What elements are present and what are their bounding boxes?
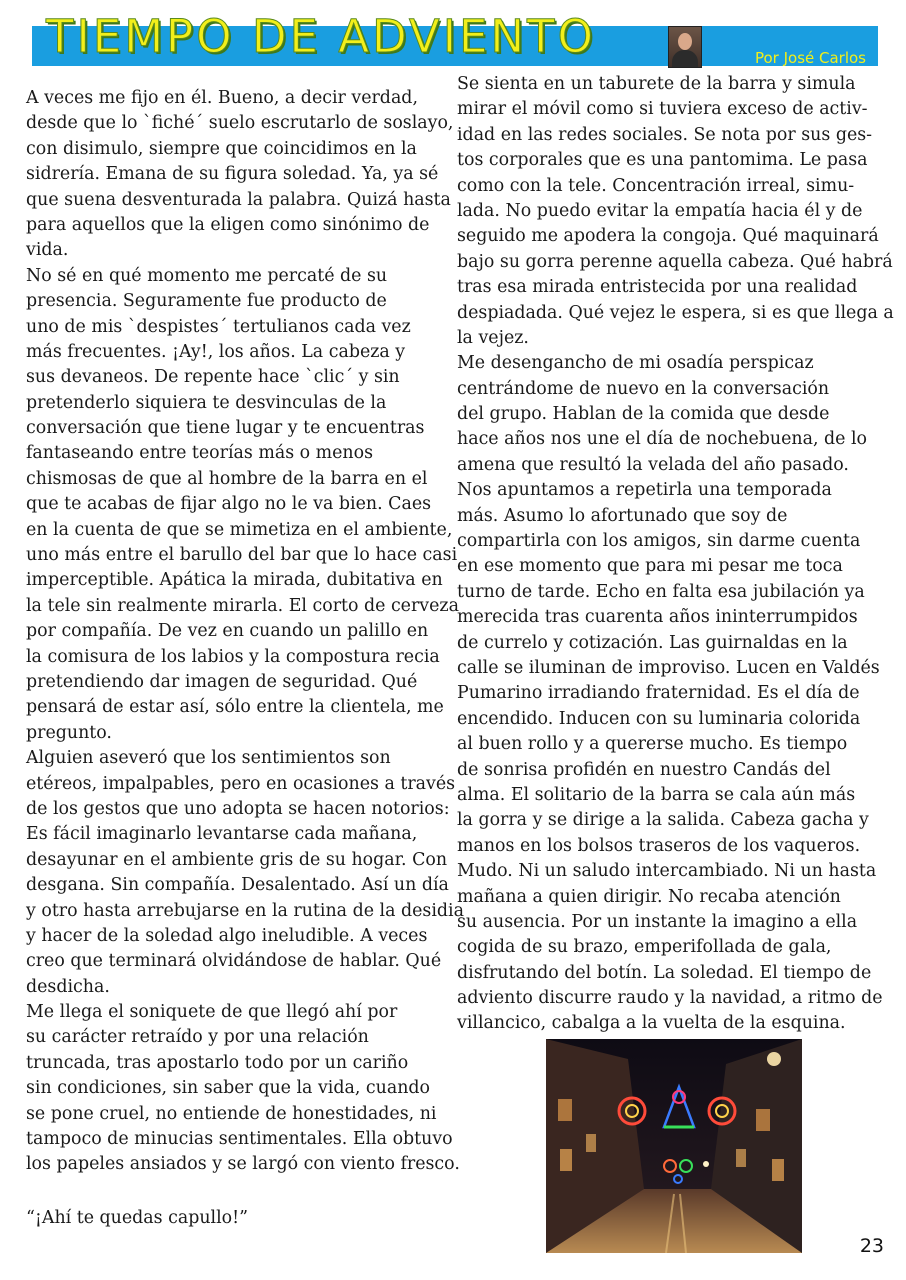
text-line: al buen rollo y a quererse mucho. Es tiempo (457, 734, 848, 755)
text-line: como con la tele. Concentración irreal, simu- (457, 175, 855, 196)
author-face (678, 33, 692, 50)
text-line: mirar el móvil como si tuviera exceso de activ- (457, 99, 868, 120)
text-line: No sé en qué momento me percaté de su (26, 265, 388, 286)
text-line: sin condiciones, sin saber que la vida, cuando (26, 1078, 431, 1099)
text-line: despiadada. Qué vejez le espera, si es que llega a (457, 302, 894, 323)
text-line: centrándome de nuevo en la conversación (457, 378, 830, 399)
author-torso (672, 50, 698, 68)
text-line: Se sienta en un taburete de la barra y simula (457, 74, 856, 94)
text-line: amena que resultó la velada del año pasado. (457, 454, 849, 475)
text-line: seguido me apodera la congoja. Qué maquinará (457, 226, 879, 247)
text-line: encendido. Inducen con su luminaria colorida (457, 708, 861, 729)
text-line: Nos apuntamos a repetirla una temporada (457, 480, 832, 501)
text-line: se pone cruel, no entiende de honestidades, ni (26, 1103, 437, 1124)
text-line: A veces me fijo en él. Bueno, a decir verdad, (26, 88, 418, 108)
text-line: tampoco de minucias sentimentales. Ella obtuvo (26, 1129, 453, 1150)
text-line: pretendiendo dar imagen de seguridad. Qué (26, 671, 418, 692)
text-line: la vejez. (457, 327, 529, 348)
text-line: con disimulo, siempre que coincidimos en la (26, 138, 417, 159)
text-line: pregunto. (26, 722, 112, 743)
text-line: manos en los bolsos traseros de los vaqueros. (457, 835, 861, 856)
text-line: más. Asumo lo afortunado que soy de (457, 505, 788, 526)
text-line: compartirla con los amigos, sin darme cuenta (457, 531, 861, 552)
text-line: mañana a quien dirigir. No recaba atención (457, 886, 841, 907)
page-number: 23 (859, 1235, 884, 1257)
text-line: pretenderlo siquiera te desvinculas de la (26, 392, 387, 413)
street-photo-graphic (546, 1039, 802, 1253)
text-line: presencia. Seguramente fue producto de (26, 291, 387, 312)
text-line: adviento discurre raudo y la navidad, a ritmo de (457, 988, 883, 1009)
text-line: desde que lo `fiché´ suelo escrutarlo de soslayo, (26, 113, 454, 134)
text-line: Mudo. Ni un saludo intercambiado. Ni un hasta (457, 861, 877, 882)
text-line: truncada, tras apostarlo todo por un cariño (26, 1052, 409, 1073)
text-line: imperceptible. Apática la mirada, dubitativa en (26, 570, 443, 591)
text-line: que suena desventurada la palabra. Quizá hasta (26, 189, 451, 210)
text-line: villancico, cabalga a la vuelta de la esquina. (457, 1013, 846, 1034)
text-line: sidrería. Emana de su figura soledad. Ya, ya sé (26, 164, 439, 185)
text-line: de sonrisa profidén en nuestro Candás del (457, 759, 831, 780)
author-photo (668, 26, 702, 68)
text-line: merecida tras cuarenta años ininterrumpidos (457, 607, 858, 628)
text-line: calle se iluminan de improviso. Lucen en Valdés (457, 657, 880, 678)
text-line: idad en las redes sociales. Se nota por sus ges- (457, 124, 873, 145)
text-line: su ausencia. Por un instante la imagino a ella (457, 911, 858, 932)
text-line: su carácter retraído y por una relación (26, 1027, 369, 1048)
text-line: vida. (26, 240, 69, 261)
text-line: etéreos, impalpables, pero en ocasiones a través (26, 773, 456, 794)
text-line: lada. No puedo evitar la empatía hacia él y de (457, 200, 863, 221)
text-line: uno de mis `despistes´ tertulianos cada vez (26, 316, 411, 337)
text-line: Me llega el soniquete de que llegó ahí por (26, 1002, 398, 1023)
text-line: bajo su gorra perenne aquella cabeza. Qué habrá (457, 251, 893, 272)
text-line: alma. El solitario de la barra se cala aún más (457, 784, 856, 805)
text-line: Alguien aseveró que los sentimientos son (26, 748, 391, 769)
text-line: conversación que tiene lugar y te encuentras (26, 418, 425, 439)
text-line: los papeles ansiados y se largó con viento fresco. (26, 1154, 460, 1175)
text-line: y hacer de la soledad algo ineludible. A veces (26, 925, 428, 946)
text-line: cogida de su brazo, emperifollada de gala, (457, 937, 832, 958)
text-line: Pumarino irradiando fraternidad. Es el día de (457, 683, 860, 704)
text-line: chismosas de que al hombre de la barra en el (26, 468, 428, 489)
text-line: tras esa mirada entristecida por una realidad (457, 277, 858, 298)
article-left-column (26, 86, 464, 1178)
text-line: Me desengancho de mi osadía perspicaz (457, 353, 814, 374)
text-line: uno más entre el barullo del bar que lo hace casi (26, 545, 458, 566)
text-line: desdicha. (26, 976, 110, 997)
text-line: la tele sin realmente mirarla. El corto de cerveza (26, 595, 459, 616)
text-line: por compañía. De vez en cuando un palillo en (26, 621, 429, 642)
text-line: que te acabas de fijar algo no le va bien. Caes (26, 494, 432, 515)
christmas-lights-street-photo (546, 1039, 802, 1253)
text-line: Es fácil imaginarlo levantarse cada mañana, (26, 824, 418, 845)
text-line: la gorra y se dirige a la salida. Cabeza gacha y (457, 810, 869, 831)
text-line: para aquellos que la eligen como sinónimo de (26, 214, 430, 235)
text-line: de currelo y cotización. Las guirnaldas en la (457, 632, 848, 653)
text-line: en ese momento que para mi pesar me toca (457, 556, 843, 577)
text-line: en la cuenta de que se mimetiza en el ambiente, (26, 519, 453, 540)
article-right-column (457, 72, 894, 1037)
text-line: más frecuentes. ¡Ay!, los años. La cabeza y (26, 341, 406, 362)
text-line: del grupo. Hablan de la comida que desde (457, 404, 830, 425)
text-line: fantaseando entre teorías más o menos (26, 443, 374, 464)
page-title: TIEMPO DE ADVIENTO (46, 10, 596, 63)
text-line: y otro hasta arrebujarse en la rutina de la desidia (26, 900, 464, 921)
byline: Por José Carlos (754, 49, 866, 67)
text-line: turno de tarde. Echo en falta esa jubilación ya (457, 581, 865, 602)
closing-quote: “¡Ahí te quedas capullo!” (26, 1208, 249, 1228)
text-line: de los gestos que uno adopta se hacen notorios: (26, 798, 450, 819)
text-line: desayunar en el ambiente gris de su hogar. Con (26, 849, 448, 870)
text-line: creo que terminará olvidándose de hablar. Qué (26, 951, 442, 972)
text-line: tos corporales que es una pantomima. Le pasa (457, 150, 868, 171)
text-line: hace años nos une el día de nochebuena, de lo (457, 429, 868, 450)
text-line: la comisura de los labios y la compostura recia (26, 646, 440, 667)
text-line: desgana. Sin compañía. Desalentado. Así un día (26, 875, 449, 896)
text-line: disfrutando del botín. La soledad. El tiempo de (457, 962, 872, 983)
text-line: pensará de estar así, sólo entre la clientela, me (26, 697, 444, 718)
text-line: sus devaneos. De repente hace `clic´ y sin (26, 367, 400, 388)
